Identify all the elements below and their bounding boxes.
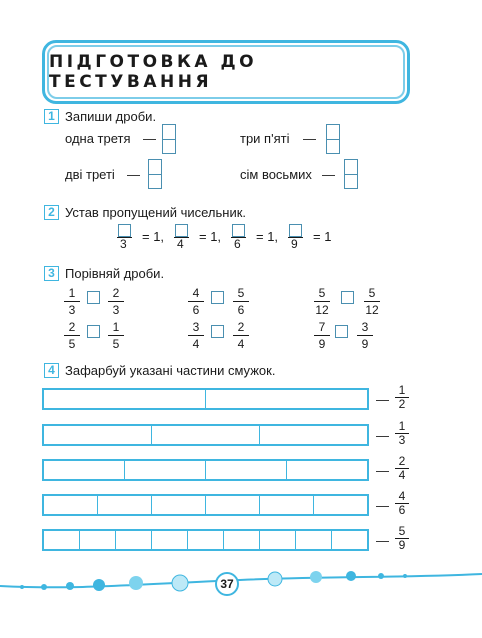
- fraction-left: $\frac{5}{12}$: [315, 286, 329, 317]
- fraction-right: $\frac{5}{6}$: [233, 286, 249, 317]
- strip-dash: —: [376, 463, 389, 478]
- strip-cell[interactable]: [152, 496, 206, 514]
- fraction-answer-box[interactable]: [326, 124, 340, 154]
- equals-text: = 1,: [142, 229, 165, 244]
- strip-cell[interactable]: [188, 531, 224, 549]
- task-1-dash: —: [322, 167, 335, 182]
- page-title: ПІДГОТОВКА ДО ТЕСТУВАННЯ: [49, 52, 258, 92]
- strip-fraction: 4 6: [395, 490, 409, 517]
- strip-cell[interactable]: [206, 461, 287, 479]
- strip-cell[interactable]: [206, 390, 367, 408]
- strip-fraction: 1 2: [395, 384, 409, 411]
- strip-cell[interactable]: [44, 426, 152, 444]
- fraction-strip: [42, 459, 369, 481]
- task-3-number: 3: [44, 266, 59, 281]
- strip-cell[interactable]: [260, 496, 314, 514]
- fraction-strip: [42, 388, 369, 410]
- task-4-number: 4: [44, 363, 59, 378]
- strip-cell[interactable]: [44, 461, 125, 479]
- strip-fraction: 2 4: [395, 455, 409, 482]
- numerator-input[interactable]: [232, 224, 245, 237]
- task-1-dash: —: [143, 131, 156, 146]
- equals-text: = 1,: [199, 229, 222, 244]
- fraction-bar: [231, 237, 246, 238]
- fraction-answer-box[interactable]: [344, 159, 358, 189]
- fraction-answer-box[interactable]: [162, 124, 176, 154]
- strip-dash: —: [376, 533, 389, 548]
- strip-dash: —: [376, 498, 389, 513]
- strip-dash: —: [376, 392, 389, 407]
- compare-box[interactable]: [87, 325, 100, 338]
- fraction-answer-box[interactable]: [148, 159, 162, 189]
- strip-cell[interactable]: [224, 531, 260, 549]
- task-1-dash: —: [127, 167, 140, 182]
- page-number: 37: [215, 572, 239, 596]
- compare-box[interactable]: [211, 291, 224, 304]
- compare-box[interactable]: [87, 291, 100, 304]
- fraction-right: $\frac{1}{5}$: [108, 320, 124, 351]
- fraction-right: $\frac{2}{4}$: [233, 320, 249, 351]
- strip-cell[interactable]: [152, 531, 188, 549]
- strip-cell[interactable]: [44, 496, 98, 514]
- fraction-strip: [42, 529, 369, 551]
- strip-fraction: 1 3: [395, 420, 409, 447]
- compare-box[interactable]: [335, 325, 348, 338]
- task-1-item-1: одна третя: [65, 131, 131, 146]
- numerator-input[interactable]: [289, 224, 302, 237]
- task-1-item-3: дві треті: [65, 167, 115, 182]
- fraction-bar: [288, 237, 303, 238]
- strip-cell[interactable]: [260, 426, 367, 444]
- strip-cell[interactable]: [152, 426, 260, 444]
- task-4-text: Зафарбуй указані частини смужок.: [65, 363, 276, 378]
- equals-text: = 1: [313, 229, 332, 244]
- fraction-left: $\frac{2}{5}$: [64, 320, 80, 351]
- task-2-number: 2: [44, 205, 59, 220]
- compare-box[interactable]: [211, 325, 224, 338]
- strip-cell[interactable]: [314, 496, 367, 514]
- task-1-text: Запиши дроби.: [65, 109, 157, 124]
- denominator: 4: [177, 237, 184, 251]
- strip-cell[interactable]: [332, 531, 367, 549]
- denominator: 3: [120, 237, 127, 251]
- strip-cell[interactable]: [44, 390, 206, 408]
- strip-cell[interactable]: [98, 496, 152, 514]
- fraction-right: $\frac{5}{12}$: [365, 286, 379, 317]
- fraction-left: $\frac{3}{4}$: [188, 320, 204, 351]
- fraction-left: $\frac{4}{6}$: [188, 286, 204, 317]
- strip-cell[interactable]: [116, 531, 152, 549]
- numerator-input[interactable]: [118, 224, 131, 237]
- denominator: 9: [291, 237, 298, 251]
- strip-cell[interactable]: [206, 496, 260, 514]
- fraction-right: $\frac{2}{3}$: [108, 286, 124, 317]
- fraction-bar: [174, 237, 189, 238]
- task-3-text: Порівняй дроби.: [65, 266, 165, 281]
- strip-cell[interactable]: [287, 461, 367, 479]
- strip-cell[interactable]: [80, 531, 116, 549]
- fraction-left: $\frac{7}{9}$: [314, 320, 330, 351]
- strip-cell[interactable]: [296, 531, 332, 549]
- strip-fraction: 5 9: [395, 525, 409, 552]
- equals-text: = 1,: [256, 229, 279, 244]
- decorative-wave: [0, 560, 482, 600]
- title-frame: [47, 45, 405, 99]
- task-1-number: 1: [44, 109, 59, 124]
- strip-cell[interactable]: [125, 461, 206, 479]
- strip-cell[interactable]: [44, 531, 80, 549]
- fraction-right: $\frac{3}{9}$: [357, 320, 373, 351]
- fraction-bar: [117, 237, 132, 238]
- task-2-text: Устав пропущений чисельник.: [65, 205, 247, 220]
- fraction-strip: [42, 424, 369, 446]
- strip-cell[interactable]: [260, 531, 296, 549]
- task-1-item-2: три п'яті: [240, 131, 290, 146]
- task-1-item-4: сім восьмих: [240, 167, 312, 182]
- task-1-dash: —: [303, 131, 316, 146]
- fraction-left: $\frac{1}{3}$: [64, 286, 80, 317]
- fraction-strip: [42, 494, 369, 516]
- strip-dash: —: [376, 428, 389, 443]
- numerator-input[interactable]: [175, 224, 188, 237]
- denominator: 6: [234, 237, 241, 251]
- compare-box[interactable]: [341, 291, 354, 304]
